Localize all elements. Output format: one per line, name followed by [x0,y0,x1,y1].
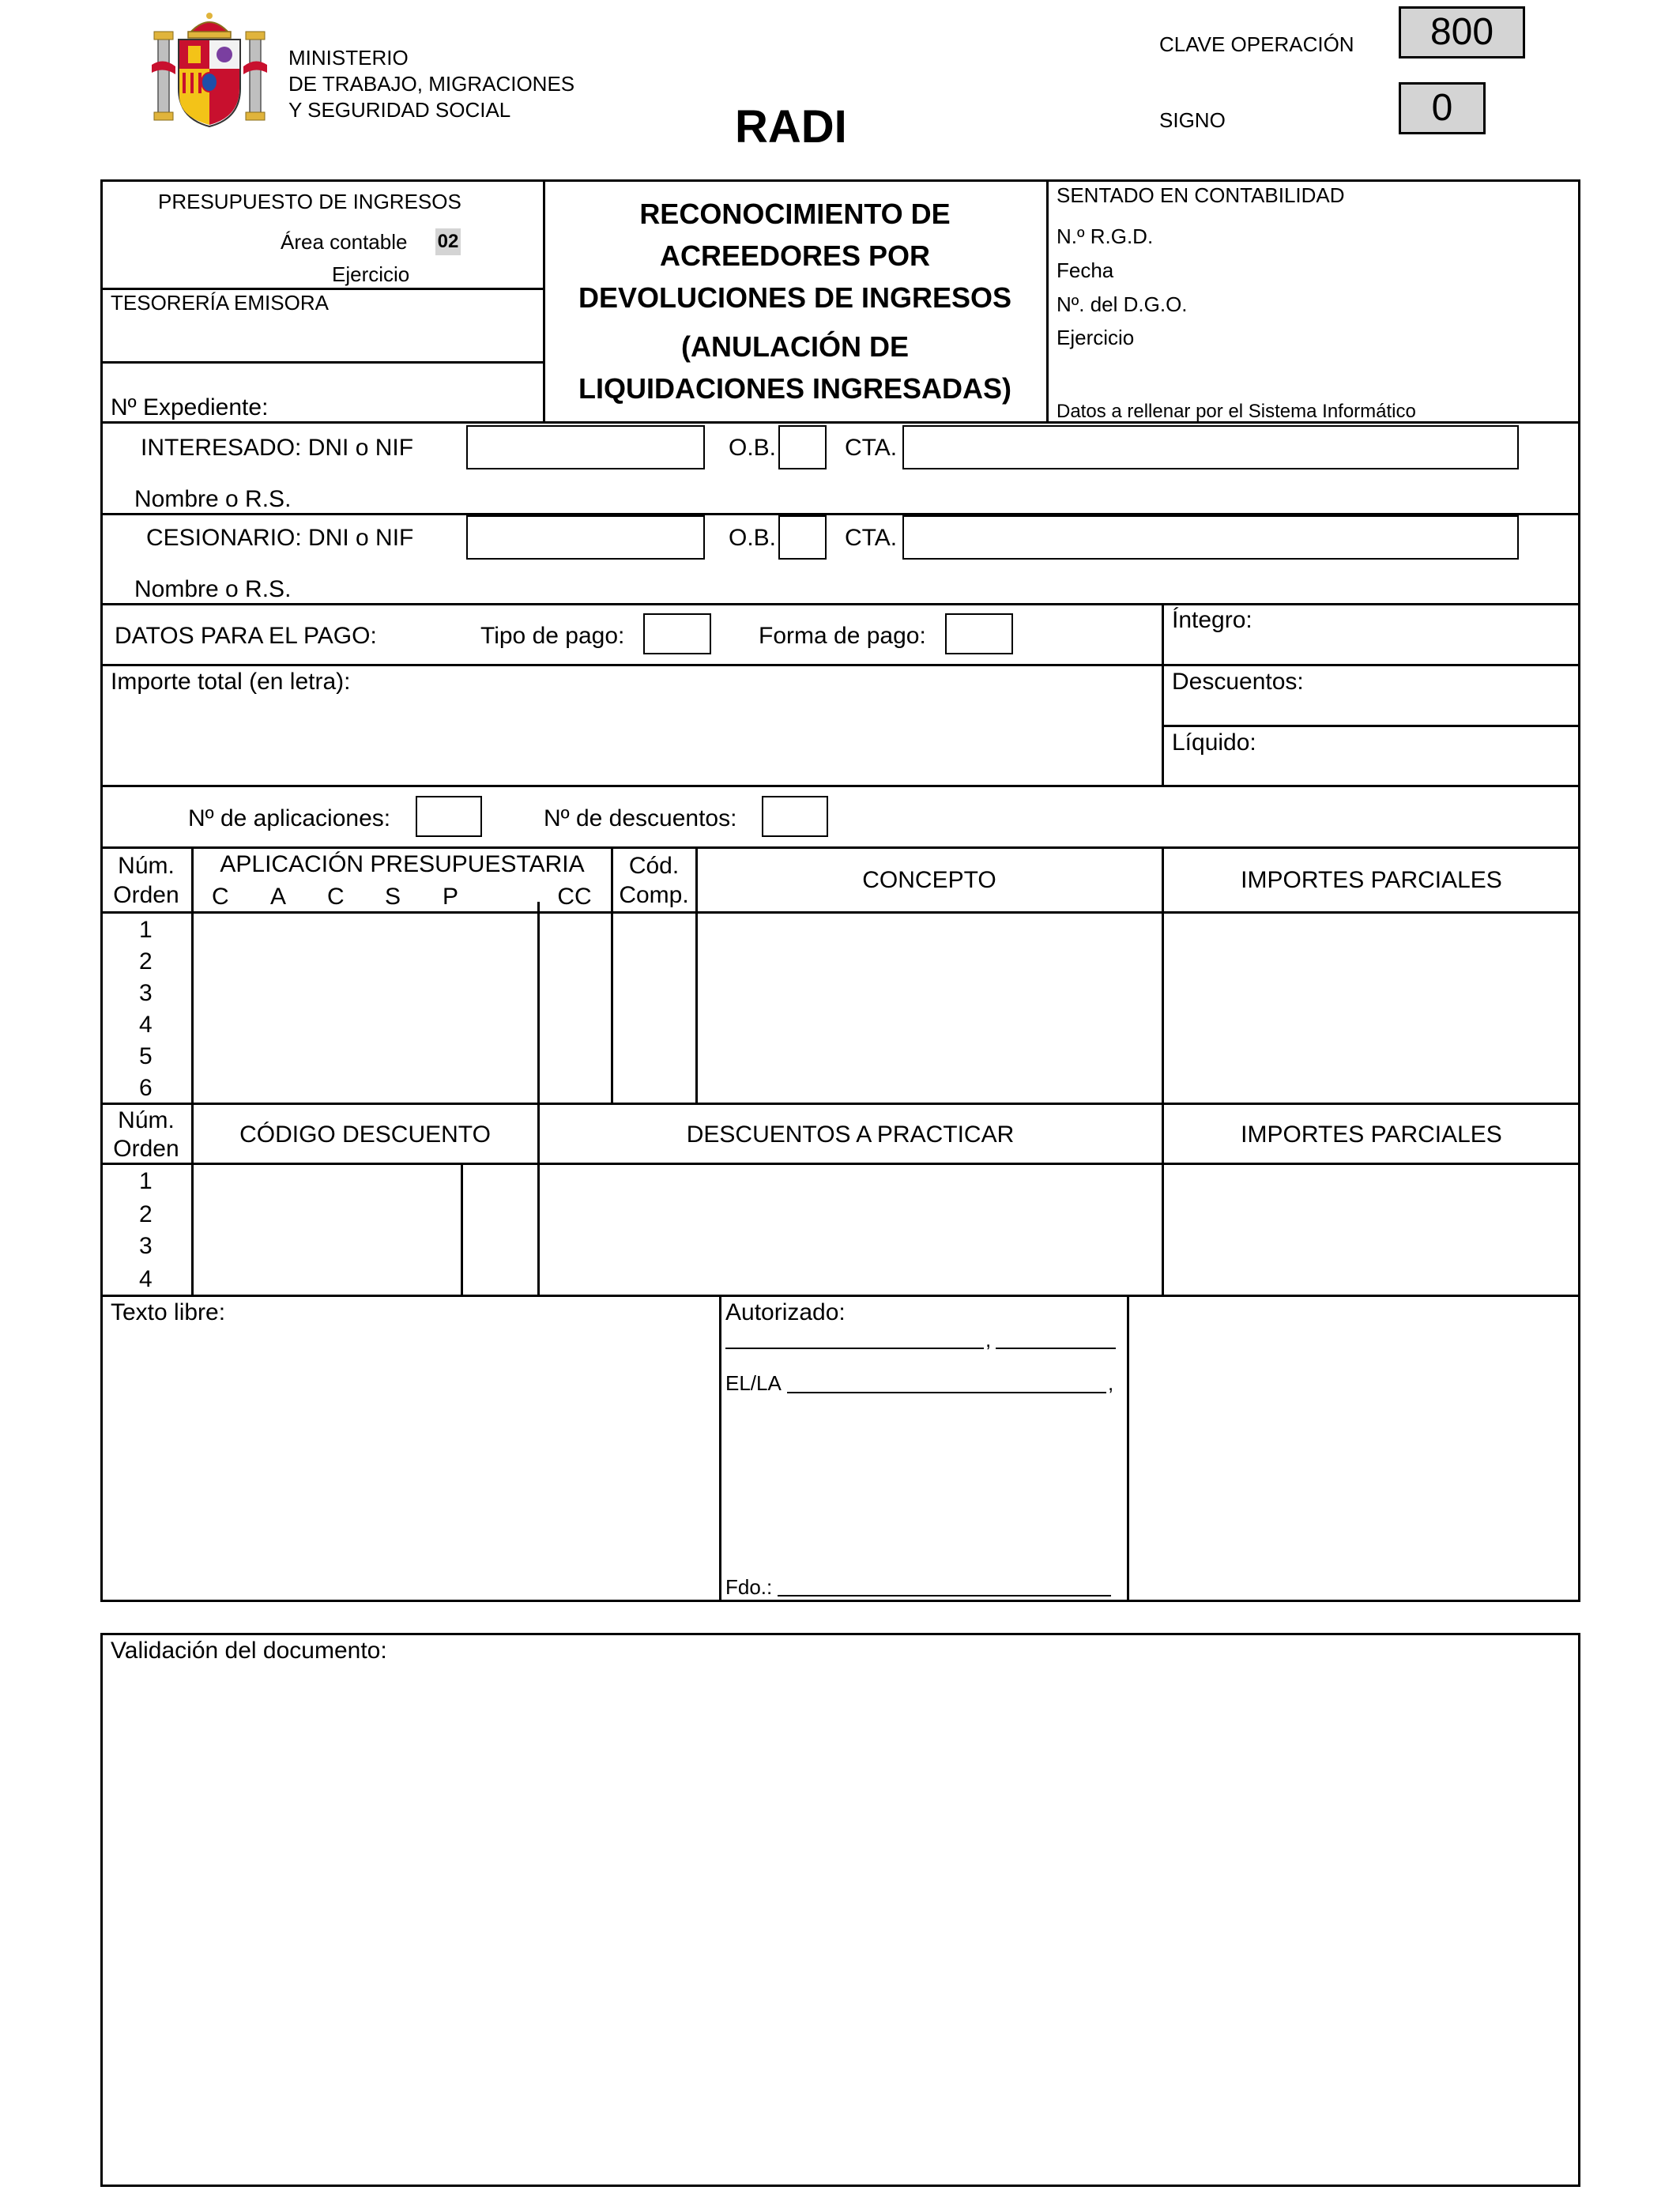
divider [461,1163,463,1295]
aplic-row-num: 6 [139,1075,153,1101]
datos-pago-label: DATOS PARA EL PAGO: [115,623,377,649]
interesado-cta-label: CTA. [845,435,898,461]
interesado-ob-input[interactable] [778,425,827,469]
divider [100,361,544,364]
num-aplicaciones-label: Nº de aplicaciones: [188,805,391,831]
desc-importes-parciales-header: IMPORTES PARCIALES [1241,1122,1502,1148]
divider [1162,846,1164,1295]
cesionario-nombre-label: Nombre o R.S. [134,576,292,602]
autorizado-comma: , [985,1328,992,1351]
importe-letra-label: Importe total (en letra): [111,669,351,695]
ejercicio-label: Ejercicio [332,262,410,286]
aplicacion-presupuestaria-header: APLICACIÓN PRESUPUESTARIA [220,851,585,877]
aplic-row-num: 3 [139,980,153,1006]
descuentos-practicar-header: DESCUENTOS A PRACTICAR [686,1122,1015,1148]
cesionario-cta-label: CTA. [845,525,898,551]
concepto-header: CONCEPTO [862,867,996,893]
presupuesto-ingresos: PRESUPUESTO DE INGRESOS [158,190,461,213]
spain-coat-of-arms-icon [152,9,267,130]
forma-pago-input[interactable] [945,613,1013,654]
cod-comp-header-2: Comp. [619,882,689,908]
form-title [544,193,1045,409]
divider [1162,725,1580,727]
cesionario-label: CESIONARIO: DNI o NIF [146,525,414,551]
interesado-ob-label: O.B. [729,435,777,461]
codigo-descuento-header: CÓDIGO DESCUENTO [239,1122,491,1148]
interesado-label: INTERESADO: DNI o NIF [141,435,414,461]
interesado-dni-input[interactable] [466,425,705,469]
divider [1127,1295,1129,1602]
contabilidad-heading: SENTADO EN CONTABILIDAD [1057,183,1345,207]
ministry-line-1: MINISTERIO [288,46,409,70]
num-descuentos-label: Nº de descuentos: [544,805,737,831]
aplic-sub-c1: C [212,884,229,910]
divider [537,902,540,1103]
importes-parciales-header: IMPORTES PARCIALES [1241,867,1502,893]
autorizado-date-line[interactable] [996,1348,1116,1349]
cod-comp-header-1: Cód. [628,853,680,879]
texto-libre-label: Texto libre: [111,1299,226,1325]
el-la-label: EL/LA [725,1371,782,1395]
divider [100,1103,1580,1105]
title-line-1: RECONOCIMIENTO DE [639,198,951,230]
divider [1046,179,1049,423]
tipo-pago-label: Tipo de pago: [480,623,625,649]
cesionario-cta-input[interactable] [902,515,1519,560]
divider [100,846,1580,849]
title-line-3: DEVOLUCIONES DE INGRESOS [578,281,1012,314]
aplic-num-header-1: Núm. [118,853,175,879]
descuentos-label: Descuentos: [1172,669,1304,695]
clave-operacion-value [1399,6,1525,58]
num-aplicaciones-input[interactable] [416,796,482,837]
area-contable-value [435,228,461,255]
desc-row-num: 2 [139,1201,153,1227]
fdo-signature-line[interactable] [778,1595,1111,1596]
validacion-label: Validación del documento: [111,1638,387,1664]
divider [100,288,544,290]
fdo-label: Fdo.: [725,1575,773,1599]
aplic-sub-a: A [270,884,287,910]
divider [100,785,1580,787]
desc-num-header-2: Orden [113,1136,179,1162]
aplic-sub-c2: C [327,884,345,910]
tipo-pago-input[interactable] [643,613,711,654]
cesionario-ob-input[interactable] [778,515,827,560]
contabilidad-ejercicio-label: Ejercicio [1057,326,1135,349]
validacion-box [100,1633,1580,2187]
title-line-5: LIQUIDACIONES INGRESADAS) [578,372,1012,405]
signo-label: SIGNO [1159,108,1226,132]
cesionario-ob-label: O.B. [729,525,777,551]
coat-of-arms-logo [152,9,267,130]
divider [191,846,194,1103]
aplic-row-num: 5 [139,1043,153,1069]
clave-operacion-text: 800 [1430,11,1494,53]
expediente-label: Nº Expediente: [111,394,269,420]
interesado-cta-input[interactable] [902,425,1519,469]
area-contable-label: Área contable [281,230,408,254]
signo-value [1399,82,1486,134]
divider [100,603,1580,605]
aplic-num-header-2: Orden [113,882,179,908]
aplic-row-num: 1 [139,917,153,943]
divider [719,1295,721,1602]
desc-row-num: 3 [139,1233,153,1259]
desc-num-header-1: Núm. [118,1107,175,1133]
clave-operacion-label: CLAVE OPERACIÓN [1159,32,1354,56]
num-descuentos-input[interactable] [762,796,828,837]
ministry-line-3: Y SEGURIDAD SOCIAL [288,98,511,122]
divider [100,664,1580,666]
fecha-label: Fecha [1057,258,1114,282]
aplic-sub-p: P [443,884,459,910]
aplic-sub-cc: CC [557,884,592,910]
desc-row-num: 1 [139,1168,153,1194]
ministry-line-2: DE TRABAJO, MIGRACIONES [288,72,575,96]
title-line-4: (ANULACIÓN DE [681,330,909,363]
area-contable-text: 02 [437,231,459,252]
el-la-line[interactable] [787,1392,1106,1393]
tesoreria-emisora: TESORERÍA EMISORA [111,291,329,315]
autorizado-label: Autorizado: [725,1299,846,1325]
title-line-2: ACREEDORES POR [659,239,931,272]
el-la-comma: , [1108,1371,1114,1395]
aplic-row-num: 2 [139,948,153,974]
divider [100,1163,1580,1165]
interesado-nombre-label: Nombre o R.S. [134,486,292,512]
divider [100,911,1580,914]
form-code: RADI [735,101,847,153]
signo-text: 0 [1431,87,1453,129]
liquido-label: Líquido: [1172,729,1256,756]
aplic-row-num: 4 [139,1012,153,1038]
rgd-label: N.º R.G.D. [1057,224,1154,248]
forma-pago-label: Forma de pago: [759,623,926,649]
autorizado-place-line[interactable] [725,1348,984,1349]
dgo-label: Nº. del D.G.O. [1057,292,1188,316]
cesionario-dni-input[interactable] [466,515,705,560]
desc-row-num: 4 [139,1266,153,1292]
integro-label: Íntegro: [1172,607,1252,633]
divider [100,1295,1580,1297]
aplic-sub-s: S [385,884,401,910]
sistema-informatico-note: Datos a rellenar por el Sistema Informático [1057,401,1416,422]
divider [1162,603,1164,786]
